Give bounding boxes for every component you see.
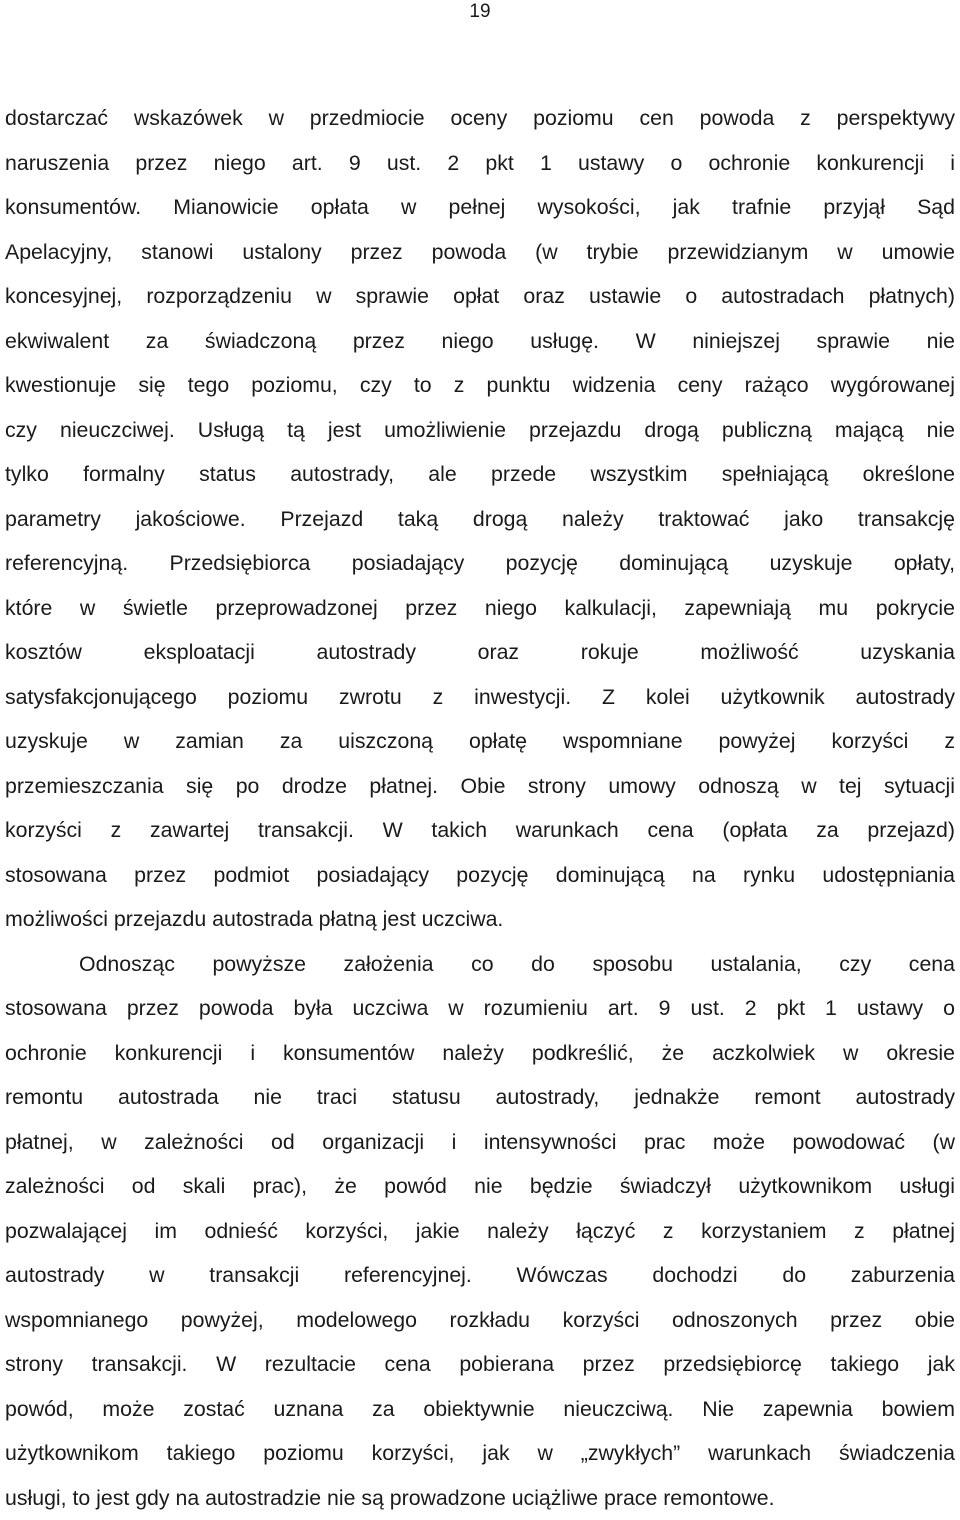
text-line: które w świetle przeprowadzonej przez niego kalkulacji, zapewniają mu pokrycie — [5, 586, 955, 631]
text-line: przemieszczania się po drodze płatnej. Obie strony umowy odnoszą w tej sytuacji — [5, 764, 955, 809]
text-line: Odnosząc powyższe założenia co do sposobu ustalania, czy cena — [5, 942, 955, 987]
text-line: płatnej, w zależności od organizacji i intensywności prac może powodować (w — [5, 1120, 955, 1165]
text-line: konsumentów. Mianowicie opłata w pełnej wysokości, jak trafnie przyjął Sąd — [5, 185, 955, 230]
text-line: ochronie konkurencji i konsumentów należy podkreślić, że aczkolwiek w okresie — [5, 1031, 955, 1076]
text-line: naruszenia przez niego art. 9 ust. 2 pkt 1 ustawy o ochronie konkurencji i — [5, 141, 955, 186]
text-line: autostrady w transakcji referencyjnej. Wówczas dochodzi do zaburzenia — [5, 1253, 955, 1298]
page-number: 19 — [0, 0, 960, 24]
text-line: Apelacyjny, stanowi ustalony przez powoda (w trybie przewidzianym w umowie — [5, 230, 955, 275]
text-line: tylko formalny status autostrady, ale przede wszystkim spełniającą określone — [5, 452, 955, 497]
text-line: usługi, to jest gdy na autostradzie nie są prowadzone uciążliwe prace remontowe. — [5, 1476, 955, 1520]
text-line: wspomnianego powyżej, modelowego rozkładu korzyści odnoszonych przez obie — [5, 1298, 955, 1343]
text-line: kosztów eksploatacji autostrady oraz rokuje możliwość uzyskania — [5, 630, 955, 675]
text-line: remontu autostrada nie traci statusu autostrady, jednakże remont autostrady — [5, 1075, 955, 1120]
document-body — [5, 96, 955, 1520]
text-line: kwestionuje się tego poziomu, czy to z punktu widzenia ceny rażąco wygórowanej — [5, 363, 955, 408]
text-line: zależności od skali prac), że powód nie będzie świadczył użytkownikom usługi — [5, 1164, 955, 1209]
text-line: koncesyjnej, rozporządzeniu w sprawie opłat oraz ustawie o autostradach płatnych) — [5, 274, 955, 319]
text-line: powód, może zostać uznana za obiektywnie nieuczciwą. Nie zapewnia bowiem — [5, 1387, 955, 1432]
text-line: pozwalającej im odnieść korzyści, jakie należy łączyć z korzystaniem z płatnej — [5, 1209, 955, 1254]
text-line: czy nieuczciwej. Usługą tą jest umożliwienie przejazdu drogą publiczną mającą nie — [5, 408, 955, 453]
text-line: dostarczać wskazówek w przedmiocie oceny poziomu cen powoda z perspektywy — [5, 96, 955, 141]
text-line: referencyjną. Przedsiębiorca posiadający pozycję dominującą uzyskuje opłaty, — [5, 541, 955, 586]
paragraph — [5, 942, 955, 1520]
text-line: strony transakcji. W rezultacie cena pobierana przez przedsiębiorcę takiego jak — [5, 1342, 955, 1387]
paragraph — [5, 96, 955, 942]
text-line: uzyskuje w zamian za uiszczoną opłatę wspomniane powyżej korzyści z — [5, 719, 955, 764]
text-line: ekwiwalent za świadczoną przez niego usługę. W niniejszej sprawie nie — [5, 319, 955, 364]
text-line: stosowana przez powoda była uczciwa w rozumieniu art. 9 ust. 2 pkt 1 ustawy o — [5, 986, 955, 1031]
text-line: parametry jakościowe. Przejazd taką drogą należy traktować jako transakcję — [5, 497, 955, 542]
text-line: korzyści z zawartej transakcji. W takich warunkach cena (opłata za przejazd) — [5, 808, 955, 853]
text-line: możliwości przejazdu autostrada płatną jest uczciwa. — [5, 897, 955, 942]
text-line: stosowana przez podmiot posiadający pozycję dominującą na rynku udostępniania — [5, 853, 955, 898]
text-line: satysfakcjonującego poziomu zwrotu z inwestycji. Z kolei użytkownik autostrady — [5, 675, 955, 720]
text-line: użytkownikom takiego poziomu korzyści, jak w „zwykłych” warunkach świadczenia — [5, 1431, 955, 1476]
